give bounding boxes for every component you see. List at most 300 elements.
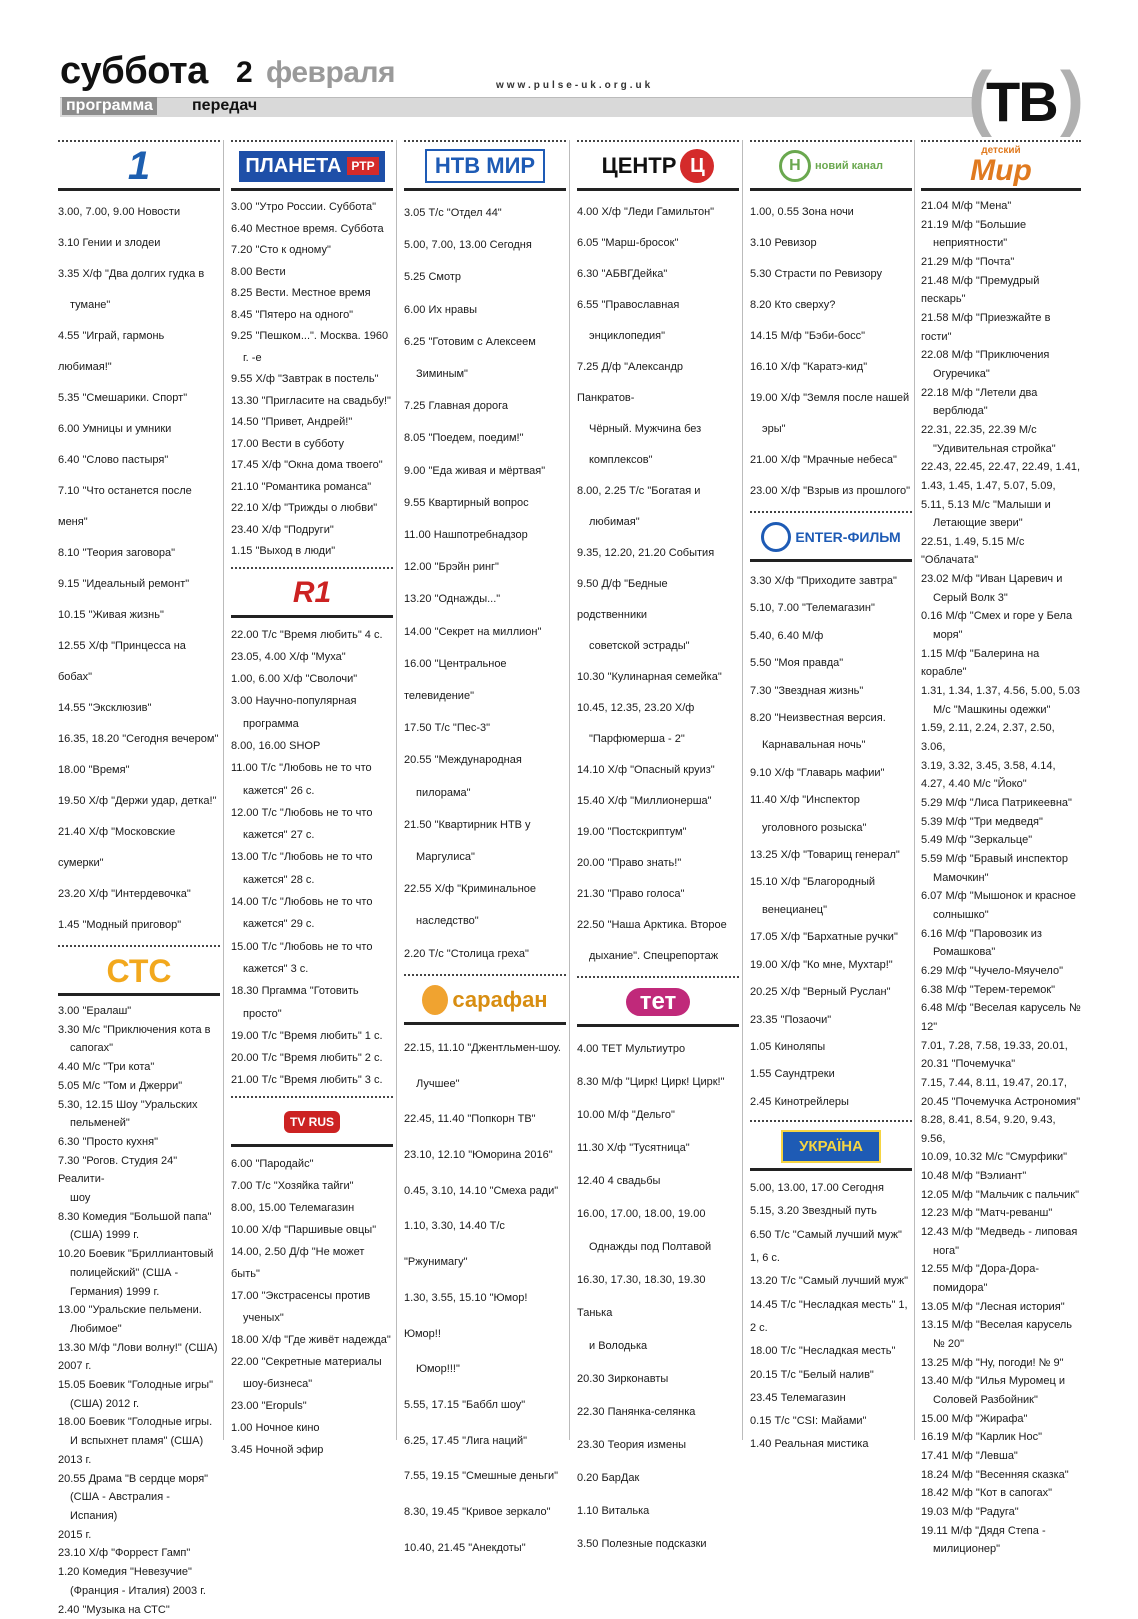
- program-line: кажется" 28 с.: [231, 869, 393, 891]
- program-line: 6.00 Умницы и умники: [58, 414, 220, 445]
- program-line: 5.15, 3.20 Звездный путь: [750, 1200, 912, 1223]
- program-line: 5.59 М/ф "Бравый инспектор: [921, 850, 1081, 869]
- program-line: 6.30 "АБВГДейка": [577, 259, 739, 290]
- program-line: 22.43, 22.45, 22.47, 22.49, 1.41,: [921, 458, 1081, 477]
- program-line: 18.00 Х/ф "Где живёт надежда": [231, 1329, 393, 1351]
- program-line: 5.35 "Смешарики. Спорт": [58, 383, 220, 414]
- program-line: (США - Австралия - Испания): [58, 1488, 220, 1525]
- program-line: эры": [750, 414, 912, 445]
- program-line: 8.30, 19.45 "Кривое зеркало": [404, 1495, 566, 1531]
- program-line: 7.55, 19.15 "Смешные деньги": [404, 1459, 566, 1495]
- program-line: 2.45 Кинотрейлеры: [750, 1089, 912, 1116]
- program-line: 9.50 Д/ф "Бедные родственники: [577, 569, 739, 631]
- program-line: 16.10 Х/ф "Каратэ-кид": [750, 352, 912, 383]
- program-line: 15.40 Х/ф "Миллионерша": [577, 786, 739, 817]
- program-line: 20.15 Т/с "Белый налив": [750, 1364, 912, 1387]
- program-line: 6.40 "Слово пастыря": [58, 445, 220, 476]
- program-line: наследство": [404, 905, 566, 937]
- program-line: 15.00 М/ф "Жирафа": [921, 1410, 1081, 1429]
- program-line: 3.35 Х/ф "Два долгих гудка в: [58, 259, 220, 290]
- bracket-right-icon: ): [1060, 62, 1084, 134]
- program-line: 17.50 Т/с "Пес-3": [404, 712, 566, 744]
- program-line: 22.00 "Секретные материалы: [231, 1351, 393, 1373]
- program-line: 20.25 Х/ф "Верный Руслан": [750, 979, 912, 1006]
- column-divider: [223, 140, 224, 1440]
- channel-logo-sts: СТС: [58, 949, 220, 993]
- program-line: 19.00 Х/ф "Земля после нашей: [750, 383, 912, 414]
- program-line: любимая": [577, 507, 739, 538]
- program-line: верблюда": [921, 402, 1081, 421]
- program-line: 12.05 М/ф "Мальчик с пальчик": [921, 1186, 1081, 1205]
- program-line: 23.00 Х/ф "Взрыв из прошлого": [750, 476, 912, 507]
- program-line: Ромашкова": [921, 943, 1081, 962]
- program-line: 5.30 Страсти по Ревизору: [750, 259, 912, 290]
- program-line: энциклопедия": [577, 321, 739, 352]
- program-line: 12.40 4 свадьбы: [577, 1165, 739, 1198]
- program-line: сапогах": [58, 1039, 220, 1058]
- program-line: 3.00 "Утро России. Суббота": [231, 197, 393, 219]
- program-line: 1.59, 2.11, 2.24, 2.37, 2.50, 3.06,: [921, 719, 1081, 756]
- program-list: [750, 568, 912, 1116]
- program-line: 22.55 Х/ф "Криминальное: [404, 873, 566, 905]
- program-line: 23.05, 4.00 Х/ф "Муха": [231, 646, 393, 668]
- program-line: 4.00 Х/ф "Леди Гамильтон": [577, 197, 739, 228]
- program-line: ученых": [231, 1307, 393, 1329]
- program-line: 13.30 М/ф "Лови волну!" (США): [58, 1339, 220, 1358]
- program-line: 8.30 М/ф "Цирк! Цирк! Цирк!": [577, 1066, 739, 1099]
- program-line: 13.00 Т/с "Любовь не то что: [231, 846, 393, 868]
- program-line: 19.11 М/ф "Дядя Степа -: [921, 1522, 1081, 1541]
- program-line: 10.00 Х/ф "Паршивые овцы": [231, 1219, 393, 1241]
- program-line: 9.55 Квартирный вопрос: [404, 487, 566, 519]
- program-line: 22.18 М/ф "Летели два: [921, 384, 1081, 403]
- page-date-number: 2: [236, 56, 253, 90]
- program-line: 14.50 "Привет, Андрей!": [231, 412, 393, 434]
- program-line: 8.20 Кто сверху?: [750, 290, 912, 321]
- program-line: пилорама": [404, 777, 566, 809]
- program-line: 2.20 Т/с "Столица греха": [404, 938, 566, 970]
- program-line: 19.03 М/ф "Радуга": [921, 1503, 1081, 1522]
- program-line: 12.55 Х/ф "Принцесса на бобах": [58, 631, 220, 693]
- program-line: Летающие звери": [921, 514, 1081, 533]
- program-line: 3.10 Гении и злодеи: [58, 228, 220, 259]
- program-line: 6.25, 17.45 "Лига наций": [404, 1424, 566, 1460]
- program-line: шоу: [58, 1189, 220, 1208]
- program-line: 0.45, 3.10, 14.10 "Смеха ради": [404, 1174, 566, 1210]
- program-line: 19.50 Х/ф "Держи удар, детка!": [58, 786, 220, 817]
- program-line: 17.41 М/ф "Левша": [921, 1447, 1081, 1466]
- program-line: 22.10 Х/ф "Трижды о любви": [231, 498, 393, 520]
- program-line: 7.30 "Звездная жизнь": [750, 678, 912, 705]
- program-line: 10.09, 10.32 М/с "Смурфики": [921, 1148, 1081, 1167]
- program-line: 6.30 "Просто кухня": [58, 1133, 220, 1152]
- program-line: 3.10 Ревизор: [750, 228, 912, 259]
- program-line: 10.20 Боевик "Бриллиантовый: [58, 1245, 220, 1264]
- program-line: 7.25 Д/ф "Александр Панкратов-: [577, 352, 739, 414]
- channel-logo-ntv-mir: НТВ МИР: [404, 144, 566, 188]
- program-line: 16.00 "Центральное телевидение": [404, 648, 566, 712]
- column-divider: [914, 140, 915, 1440]
- schedule-column-3: [404, 140, 566, 1566]
- program-line: 1.15 М/ф "Балерина на корабле": [921, 645, 1081, 682]
- program-line: 21.10 "Романтика романса": [231, 477, 393, 499]
- program-line: 10.40, 21.45 "Анекдоты": [404, 1531, 566, 1567]
- program-line: 14.00 "Секрет на миллион": [404, 616, 566, 648]
- program-list: [404, 197, 566, 970]
- program-line: солнышко": [921, 906, 1081, 925]
- program-line: 9.00 "Еда живая и мёртвая": [404, 455, 566, 487]
- program-list: [577, 197, 739, 972]
- program-line: 1.00, 6.00 Х/ф "Сволочи": [231, 668, 393, 690]
- channel-logo-tv-centr: ЦЕНТР Ц: [577, 144, 739, 188]
- program-line: 12.43 М/ф "Медведь - липовая: [921, 1223, 1081, 1242]
- broadcasts-label: передач: [192, 97, 257, 115]
- program-line: кажется" 26 с.: [231, 780, 393, 802]
- program-line: 1.20 Комедия "Невезучие": [58, 1563, 220, 1582]
- program-line: 2015 г.: [58, 1526, 220, 1545]
- program-line: кажется" 27 с.: [231, 824, 393, 846]
- program-line: 23.40 Х/ф "Подруги": [231, 520, 393, 542]
- tv-badge: [972, 68, 1080, 134]
- program-line: 12.00 "Брэйн ринг": [404, 551, 566, 583]
- program-line: 3.00, 7.00, 9.00 Новости: [58, 197, 220, 228]
- program-line: 21.50 "Квартирник НТВ у: [404, 809, 566, 841]
- program-label: программа: [62, 97, 157, 115]
- program-line: и Володька: [577, 1330, 739, 1363]
- program-line: 15.10 Х/ф "Благородный: [750, 869, 912, 896]
- program-line: 8.45 "Пятеро на одного": [231, 305, 393, 327]
- column-divider: [569, 140, 570, 1440]
- program-line: 21.19 М/ф "Большие: [921, 216, 1081, 235]
- program-line: 12.55 М/ф "Дора-Дора-: [921, 1260, 1081, 1279]
- program-line: 13.05 М/ф "Лесная история": [921, 1298, 1081, 1317]
- program-line: 12": [921, 1018, 1081, 1037]
- program-list: [231, 624, 393, 1092]
- program-line: 17.45 Х/ф "Окна дома твоего": [231, 455, 393, 477]
- program-line: 8.00, 2.25 Т/с "Богатая и: [577, 476, 739, 507]
- channel-logo-noviy-kanal: Н новий канал: [750, 144, 912, 188]
- program-line: 5.55, 17.15 "Баббл шоу": [404, 1388, 566, 1424]
- program-line: 8.00, 16.00 SHOP: [231, 735, 393, 757]
- program-line: 5.29 М/ф "Лиса Патрикеевна": [921, 794, 1081, 813]
- schedule-column-4: [577, 140, 739, 1561]
- program-line: 8.00 Вести: [231, 262, 393, 284]
- program-line: комплексов": [577, 445, 739, 476]
- program-line: нога": [921, 1242, 1081, 1261]
- program-line: 8.25 Вести. Местное время: [231, 283, 393, 305]
- program-line: 21.58 М/ф "Приезжайте в гости": [921, 309, 1081, 346]
- program-line: 22.31, 22.35, 22.39 М/с: [921, 421, 1081, 440]
- program-line: дыхание". Спецрепортаж: [577, 941, 739, 972]
- program-line: 9.10 Х/ф "Главарь мафии": [750, 760, 912, 787]
- program-list: [231, 197, 393, 563]
- program-line: 1.31, 1.34, 1.37, 4.56, 5.00, 5.03: [921, 682, 1081, 701]
- program-line: 9.55 Х/ф "Завтрак в постель": [231, 369, 393, 391]
- program-line: 8.20 "Неизвестная версия.: [750, 705, 912, 732]
- program-line: 13.20 Т/с "Самый лучший муж": [750, 1270, 912, 1293]
- program-line: 4.00 ТЕТ Мультиутро: [577, 1033, 739, 1066]
- program-line: 9.25 "Пешком...". Москва. 1960: [231, 326, 393, 348]
- program-line: 6.38 М/ф "Терем-теремок": [921, 981, 1081, 1000]
- program-line: 21.30 "Право голоса": [577, 879, 739, 910]
- program-line: 3.45 Ночной эфир: [231, 1439, 393, 1461]
- program-line: 0.20 БарДак: [577, 1462, 739, 1495]
- program-line: 1.00, 0.55 Зона ночи: [750, 197, 912, 228]
- program-line: 4.40 М/с "Три кота": [58, 1058, 220, 1077]
- program-list: [921, 197, 1081, 1559]
- program-line: советской эстрады": [577, 631, 739, 662]
- program-line: 2007 г.: [58, 1357, 220, 1376]
- program-line: 16.35, 18.20 "Сегодня вечером": [58, 724, 220, 755]
- program-line: М/с "Машкины одежки": [921, 701, 1081, 720]
- program-line: 23.02 М/ф "Иван Царевич и: [921, 570, 1081, 589]
- program-line: 10.45, 12.35, 23.20 Х/ф: [577, 693, 739, 724]
- program-line: 1.05 Киноляпы: [750, 1034, 912, 1061]
- program-line: 13.25 Х/ф "Товарищ генерал": [750, 842, 912, 869]
- program-list: [58, 197, 220, 941]
- program-line: 1, 6 с.: [750, 1247, 912, 1270]
- program-line: 5.39 М/ф "Три медведя": [921, 813, 1081, 832]
- program-line: 7.01, 7.28, 7.58, 19.33, 20.01,: [921, 1037, 1081, 1056]
- program-line: 8.10 "Теория заговора": [58, 538, 220, 569]
- program-line: 22.30 Панянка-селянка: [577, 1396, 739, 1429]
- program-line: 20.00 Т/с "Время любить" 2 с.: [231, 1047, 393, 1069]
- program-line: Лучшее": [404, 1067, 566, 1103]
- program-line: 22.15, 11.10 "Джентльмен-шоу.: [404, 1031, 566, 1067]
- program-line: 20.55 "Международная: [404, 744, 566, 776]
- program-line: 19.00 Х/ф "Ко мне, Мухтар!": [750, 952, 912, 979]
- channel-logo-tet: тет: [577, 980, 739, 1024]
- program-line: Зиминым": [404, 358, 566, 390]
- program-line: 23.30 Теория измены: [577, 1429, 739, 1462]
- program-line: 18.42 М/ф "Кот в сапогах": [921, 1484, 1081, 1503]
- program-line: 5.25 Смотр: [404, 261, 566, 293]
- column-divider: [742, 140, 743, 1440]
- program-line: Мамочкин": [921, 869, 1081, 888]
- program-line: 1.10, 3.30, 14.40 Т/с "Ржунимагу": [404, 1209, 566, 1280]
- program-list: [404, 1031, 566, 1567]
- program-line: 5.05 М/с "Том и Джерри": [58, 1077, 220, 1096]
- program-line: просто": [231, 1003, 393, 1025]
- program-line: шоу-бизнеса": [231, 1373, 393, 1395]
- program-line: 22.51, 1.49, 5.15 М/с "Облачата": [921, 533, 1081, 570]
- program-line: (Франция - Италия) 2003 г.: [58, 1582, 220, 1601]
- program-line: 21.00 Т/с "Время любить" 3 с.: [231, 1069, 393, 1091]
- program-line: 0.15 Т/с "CSI: Майами": [750, 1410, 912, 1433]
- program-line: 1.40 Реальная мистика: [750, 1433, 912, 1456]
- program-line: 3.19, 3.32, 3.45, 3.58, 4.14,: [921, 757, 1081, 776]
- program-line: 20.30 Зирконавты: [577, 1363, 739, 1396]
- program-line: 14.45 Т/с "Несладкая месть" 1,: [750, 1294, 912, 1317]
- program-line: 23.20 Х/ф "Интердевочка": [58, 879, 220, 910]
- program-line: (США) 2012 г.: [58, 1395, 220, 1414]
- program-line: 18.30 Пргамма "Готовить: [231, 980, 393, 1002]
- channel-logo-perviy: 1: [58, 144, 220, 188]
- schedule-column-5: [750, 140, 912, 1457]
- program-line: 0.16 М/ф "Смех и горе у Бела: [921, 607, 1081, 626]
- program-line: (США) 1999 г.: [58, 1226, 220, 1245]
- program-line: 15.00 Т/с "Любовь не то что: [231, 936, 393, 958]
- program-line: 19.00 "Постскриптум": [577, 817, 739, 848]
- page-month: февраля: [266, 56, 395, 90]
- program-line: неприятности": [921, 234, 1081, 253]
- program-line: 12.00 Т/с "Любовь не то что: [231, 802, 393, 824]
- program-line: 7.15, 7.44, 8.11, 19.47, 20.17,: [921, 1074, 1081, 1093]
- program-line: 21.00 Х/ф "Мрачные небеса": [750, 445, 912, 476]
- bracket-left-icon: (: [968, 62, 992, 134]
- program-line: 13.40 М/ф "Илья Муромец и: [921, 1372, 1081, 1391]
- program-line: 18.00 "Время": [58, 755, 220, 786]
- program-line: 21.04 М/ф "Мена": [921, 197, 1081, 216]
- program-line: 16.19 М/ф "Карлик Нос": [921, 1428, 1081, 1447]
- program-line: 20.55 Драма "В сердце моря": [58, 1470, 220, 1489]
- program-line: 23.45 Телемагазин: [750, 1387, 912, 1410]
- site-url[interactable]: www.pulse-uk.org.uk: [496, 80, 653, 91]
- program-line: 17.00 Вести в субботу: [231, 434, 393, 456]
- program-line: 22.00 Т/с "Время любить" 4 с.: [231, 624, 393, 646]
- program-line: 18.24 М/ф "Весенняя сказка": [921, 1466, 1081, 1485]
- program-line: 7.00 Т/с "Хозяйка тайги": [231, 1175, 393, 1197]
- program-line: 1.00 Ночное кино: [231, 1417, 393, 1439]
- program-line: кажется" 3 с.: [231, 958, 393, 980]
- program-line: 4.27, 4.40 М/с "Йоко": [921, 775, 1081, 794]
- program-line: тумане": [58, 290, 220, 321]
- program-line: 11.00 Т/с "Любовь не то что: [231, 757, 393, 779]
- program-line: 8.00, 15.00 Телемагазин: [231, 1197, 393, 1219]
- program-line: 14.55 "Эксклюзив": [58, 693, 220, 724]
- program-line: 15.05 Боевик "Голодные игры": [58, 1376, 220, 1395]
- program-line: 10.15 "Живая жизнь": [58, 600, 220, 631]
- program-line: 11.30 Х/ф "Тусятница": [577, 1132, 739, 1165]
- program-line: Юмор!!!": [404, 1352, 566, 1388]
- program-line: 8.30 Комедия "Большой папа": [58, 1208, 220, 1227]
- program-line: 11.00 Нашпотребнадзор: [404, 519, 566, 551]
- program-line: 13.20 "Однажды...": [404, 583, 566, 615]
- program-line: 23.10 Х/ф "Форрест Гамп": [58, 1544, 220, 1563]
- program-line: программа: [231, 713, 393, 735]
- program-line: 3.00 "Ералаш": [58, 1002, 220, 1021]
- program-list: [577, 1033, 739, 1561]
- program-line: 16.00, 17.00, 18.00, 19.00: [577, 1198, 739, 1231]
- schedule-column-1: [58, 140, 220, 1619]
- schedule-column-6: [921, 140, 1081, 1559]
- program-list: [58, 1002, 220, 1619]
- program-line: 1.30, 3.55, 15.10 "Юмор! Юмор!!: [404, 1281, 566, 1352]
- program-line: Чёрный. Мужчина без: [577, 414, 739, 445]
- program-line: 20.00 "Право знать!": [577, 848, 739, 879]
- program-line: 2013 г.: [58, 1451, 220, 1470]
- program-line: Карнавальная ночь": [750, 732, 912, 759]
- program-line: 6.07 М/ф "Мышонок и красное: [921, 887, 1081, 906]
- tv-label: ТВ: [986, 70, 1057, 134]
- program-line: 1.55 Саундтреки: [750, 1061, 912, 1088]
- program-line: Огуречика": [921, 365, 1081, 384]
- program-line: Германия) 1999 г.: [58, 1283, 220, 1302]
- program-line: 3.00 Научно-популярная: [231, 690, 393, 712]
- program-line: 5.49 М/ф "Зеркальце": [921, 831, 1081, 850]
- program-line: 13.30 "Пригласите на свадьбу!": [231, 391, 393, 413]
- program-line: 9.15 "Идеальный ремонт": [58, 569, 220, 600]
- program-line: 6.05 "Марш-бросок": [577, 228, 739, 259]
- program-line: Однажды под Полтавой: [577, 1231, 739, 1264]
- channel-logo-r1: R1: [231, 571, 393, 615]
- program-line: № 20": [921, 1335, 1081, 1354]
- program-line: 19.00 Т/с "Время любить" 1 с.: [231, 1025, 393, 1047]
- program-line: 22.45, 11.40 "Попкорн ТВ": [404, 1102, 566, 1138]
- program-line: 14.00 Т/с "Любовь не то что: [231, 891, 393, 913]
- program-line: 6.29 М/ф "Чучело-Мяучело": [921, 962, 1081, 981]
- channel-logo-sarafan: сарафан: [404, 978, 566, 1022]
- column-divider: [396, 140, 397, 1440]
- channel-logo-enter-film: ENTER-ФИЛЬМ: [750, 515, 912, 559]
- program-line: 3.30 Х/ф "Приходите завтра": [750, 568, 912, 595]
- program-line: 1.10 Виталька: [577, 1495, 739, 1528]
- program-line: 6.50 Т/с "Самый лучший муж": [750, 1224, 912, 1247]
- program-line: 22.50 "Наша Арктика. Второе: [577, 910, 739, 941]
- program-line: 8.28, 8.41, 8.54, 9.20, 9.43, 9.56,: [921, 1111, 1081, 1148]
- program-list: [750, 197, 912, 507]
- program-line: 7.10 "Что останется после меня": [58, 476, 220, 538]
- program-line: 23.35 "Позаочи": [750, 1007, 912, 1034]
- program-line: 14.15 М/ф "Бэби-босс": [750, 321, 912, 352]
- program-line: 14.10 Х/ф "Опасный круиз": [577, 755, 739, 786]
- program-line: 1.45 "Модный приговор": [58, 910, 220, 941]
- program-line: 2 с.: [750, 1317, 912, 1340]
- program-line: Любимое": [58, 1320, 220, 1339]
- program-line: 6.48 М/ф "Веселая карусель №: [921, 999, 1081, 1018]
- program-line: Маргулиса": [404, 841, 566, 873]
- channel-logo-planeta-rtr: ПЛАНЕТА РТР: [231, 144, 393, 188]
- program-line: моря": [921, 626, 1081, 645]
- program-line: 10.30 "Кулинарная семейка": [577, 662, 739, 693]
- program-line: 6.25 "Готовим с Алексеем: [404, 326, 566, 358]
- program-line: 23.10, 12.10 "Юморина 2016": [404, 1138, 566, 1174]
- program-line: 21.48 М/ф "Премудрый пескарь": [921, 272, 1081, 309]
- program-line: пельменей": [58, 1114, 220, 1133]
- program-line: 6.16 М/ф "Паровозик из: [921, 925, 1081, 944]
- sarafan-drop-icon: [422, 985, 448, 1015]
- program-line: 20.31 "Почемучка": [921, 1055, 1081, 1074]
- program-line: помидора": [921, 1279, 1081, 1298]
- program-line: 6.55 "Православная: [577, 290, 739, 321]
- program-line: 7.25 Главная дорога: [404, 390, 566, 422]
- page-day-title: суббота: [60, 50, 208, 93]
- program-line: 23.00 "Eropuls": [231, 1395, 393, 1417]
- program-line: 10.00 М/ф "Дельго": [577, 1099, 739, 1132]
- program-line: 13.00 "Уральские пельмени.: [58, 1301, 220, 1320]
- program-line: 16.30, 17.30, 18.30, 19.30 Танька: [577, 1264, 739, 1330]
- program-line: 6.00 "Пародайс": [231, 1153, 393, 1175]
- program-line: 10.48 М/ф "Вэлиант": [921, 1167, 1081, 1186]
- program-line: 6.40 Местное время. Суббота: [231, 219, 393, 241]
- program-line: 5.11, 5.13 М/с "Малыши и: [921, 496, 1081, 515]
- program-line: 13.15 М/ф "Веселая карусель: [921, 1316, 1081, 1335]
- program-line: 5.50 "Моя правда": [750, 650, 912, 677]
- program-line: 22.08 М/ф "Приключения: [921, 346, 1081, 365]
- program-line: венецианец": [750, 897, 912, 924]
- program-line: 17.05 Х/ф "Бархатные ручки": [750, 924, 912, 951]
- program-line: 18.00 Боевик "Голодные игры.: [58, 1413, 220, 1432]
- program-line: 5.00, 13.00, 17.00 Сегодня: [750, 1177, 912, 1200]
- program-line: 17.00 "Экстрасенсы против: [231, 1285, 393, 1307]
- channel-logo-tv-rus: TV RUS: [231, 1100, 393, 1144]
- program-line: 3.30 М/с "Приключения кота в: [58, 1021, 220, 1040]
- channel-logo-detskiy-mir: детский Мир: [921, 144, 1081, 188]
- program-line: 6.00 Их нравы: [404, 294, 566, 326]
- program-line: 21.40 Х/ф "Московские сумерки": [58, 817, 220, 879]
- enter-film-icon: [761, 522, 791, 552]
- program-line: Серый Волк 3": [921, 589, 1081, 608]
